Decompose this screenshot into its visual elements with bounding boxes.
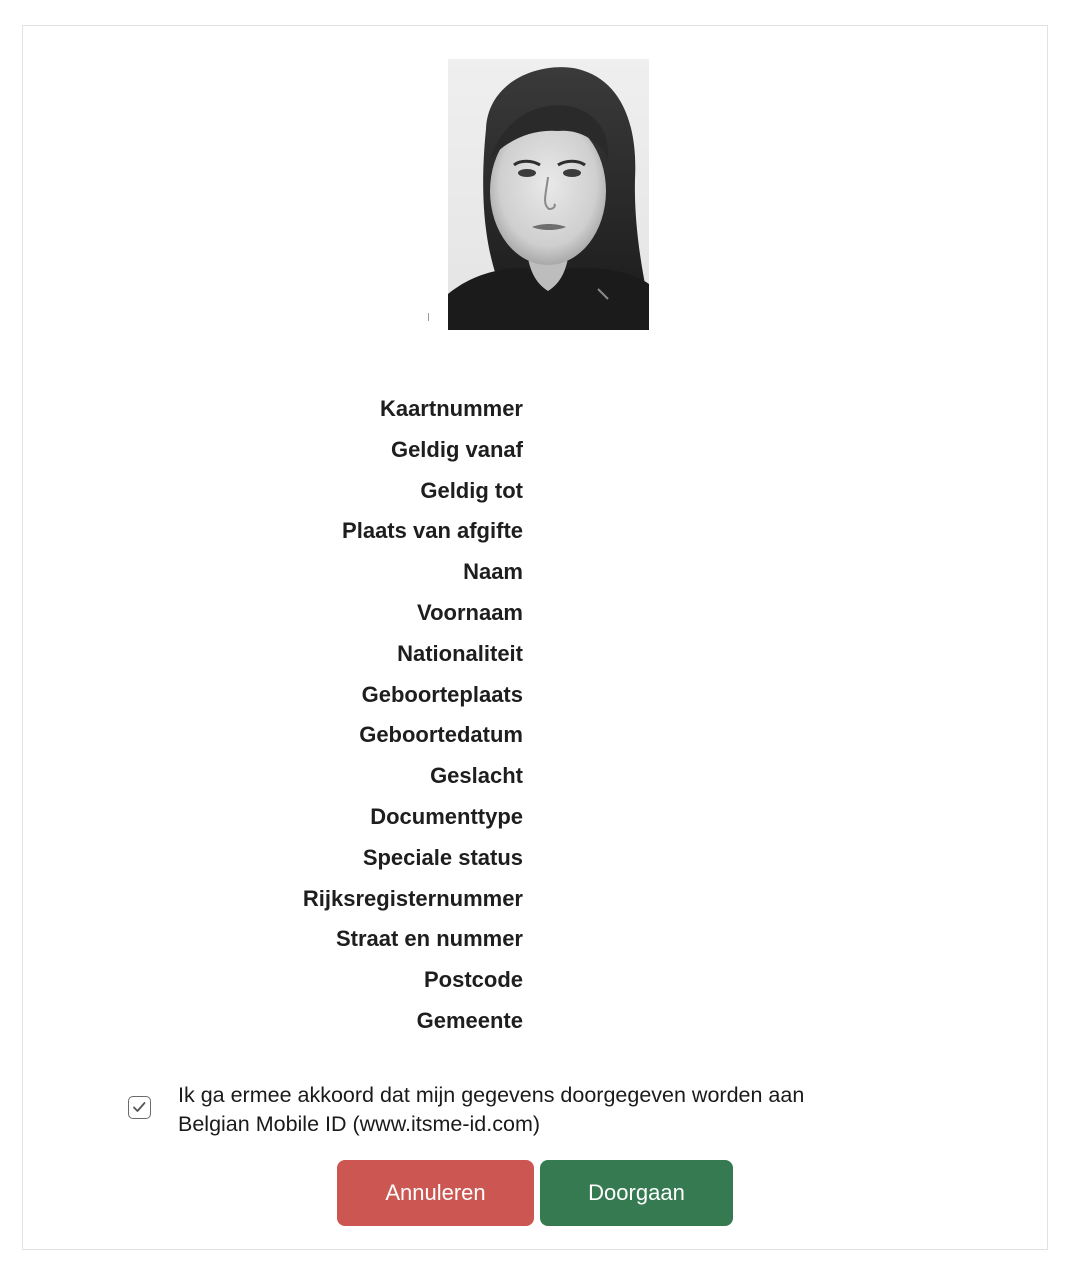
field-label-voornaam: Voornaam: [417, 599, 523, 625]
field-label-naam: Naam: [463, 559, 523, 585]
field-label-geboorteplaats: Geboorteplaats: [361, 681, 523, 707]
consent-row: [128, 1081, 928, 1141]
consent-text-line-1: Ik ga ermee akkoord dat mijn gegevens doorgegeven worden aan: [178, 1083, 805, 1107]
field-label-straat-en-nummer: Straat en nummer: [335, 926, 523, 952]
consent-text-line-2: Belgian Mobile ID (www.itsme-id.com): [178, 1112, 541, 1136]
field-label-geslacht: Geslacht: [430, 763, 523, 789]
id-photo: [448, 59, 649, 330]
consent-checkbox[interactable]: [128, 1096, 151, 1119]
field-label-geldig-tot: Geldig tot: [420, 477, 523, 503]
field-labels-list: [0, 389, 523, 1042]
photo-speck: [428, 313, 429, 321]
checkmark-icon: [132, 1100, 146, 1114]
field-label-postcode: Postcode: [423, 967, 523, 993]
continue-button[interactable]: Doorgaan: [540, 1160, 733, 1226]
field-label-nationaliteit: Nationaliteit: [397, 640, 523, 666]
field-label-geldig-vanaf: Geldig vanaf: [390, 436, 523, 462]
field-label-speciale-status: Speciale status: [362, 844, 523, 870]
field-label-gemeente: Gemeente: [416, 1007, 523, 1033]
consent-text: [178, 1081, 918, 1139]
field-label-plaats-van-afgifte: Plaats van afgifte: [342, 518, 523, 544]
portrait-image: [448, 59, 649, 330]
cancel-button[interactable]: Annuleren: [337, 1160, 534, 1226]
field-label-kaartnummer: Kaartnummer: [379, 396, 523, 421]
field-label-documenttype: Documenttype: [370, 803, 523, 829]
field-label-rijksregisternummer: Rijksregisternummer: [302, 885, 523, 911]
field-label-geboortedatum: Geboortedatum: [359, 722, 523, 748]
